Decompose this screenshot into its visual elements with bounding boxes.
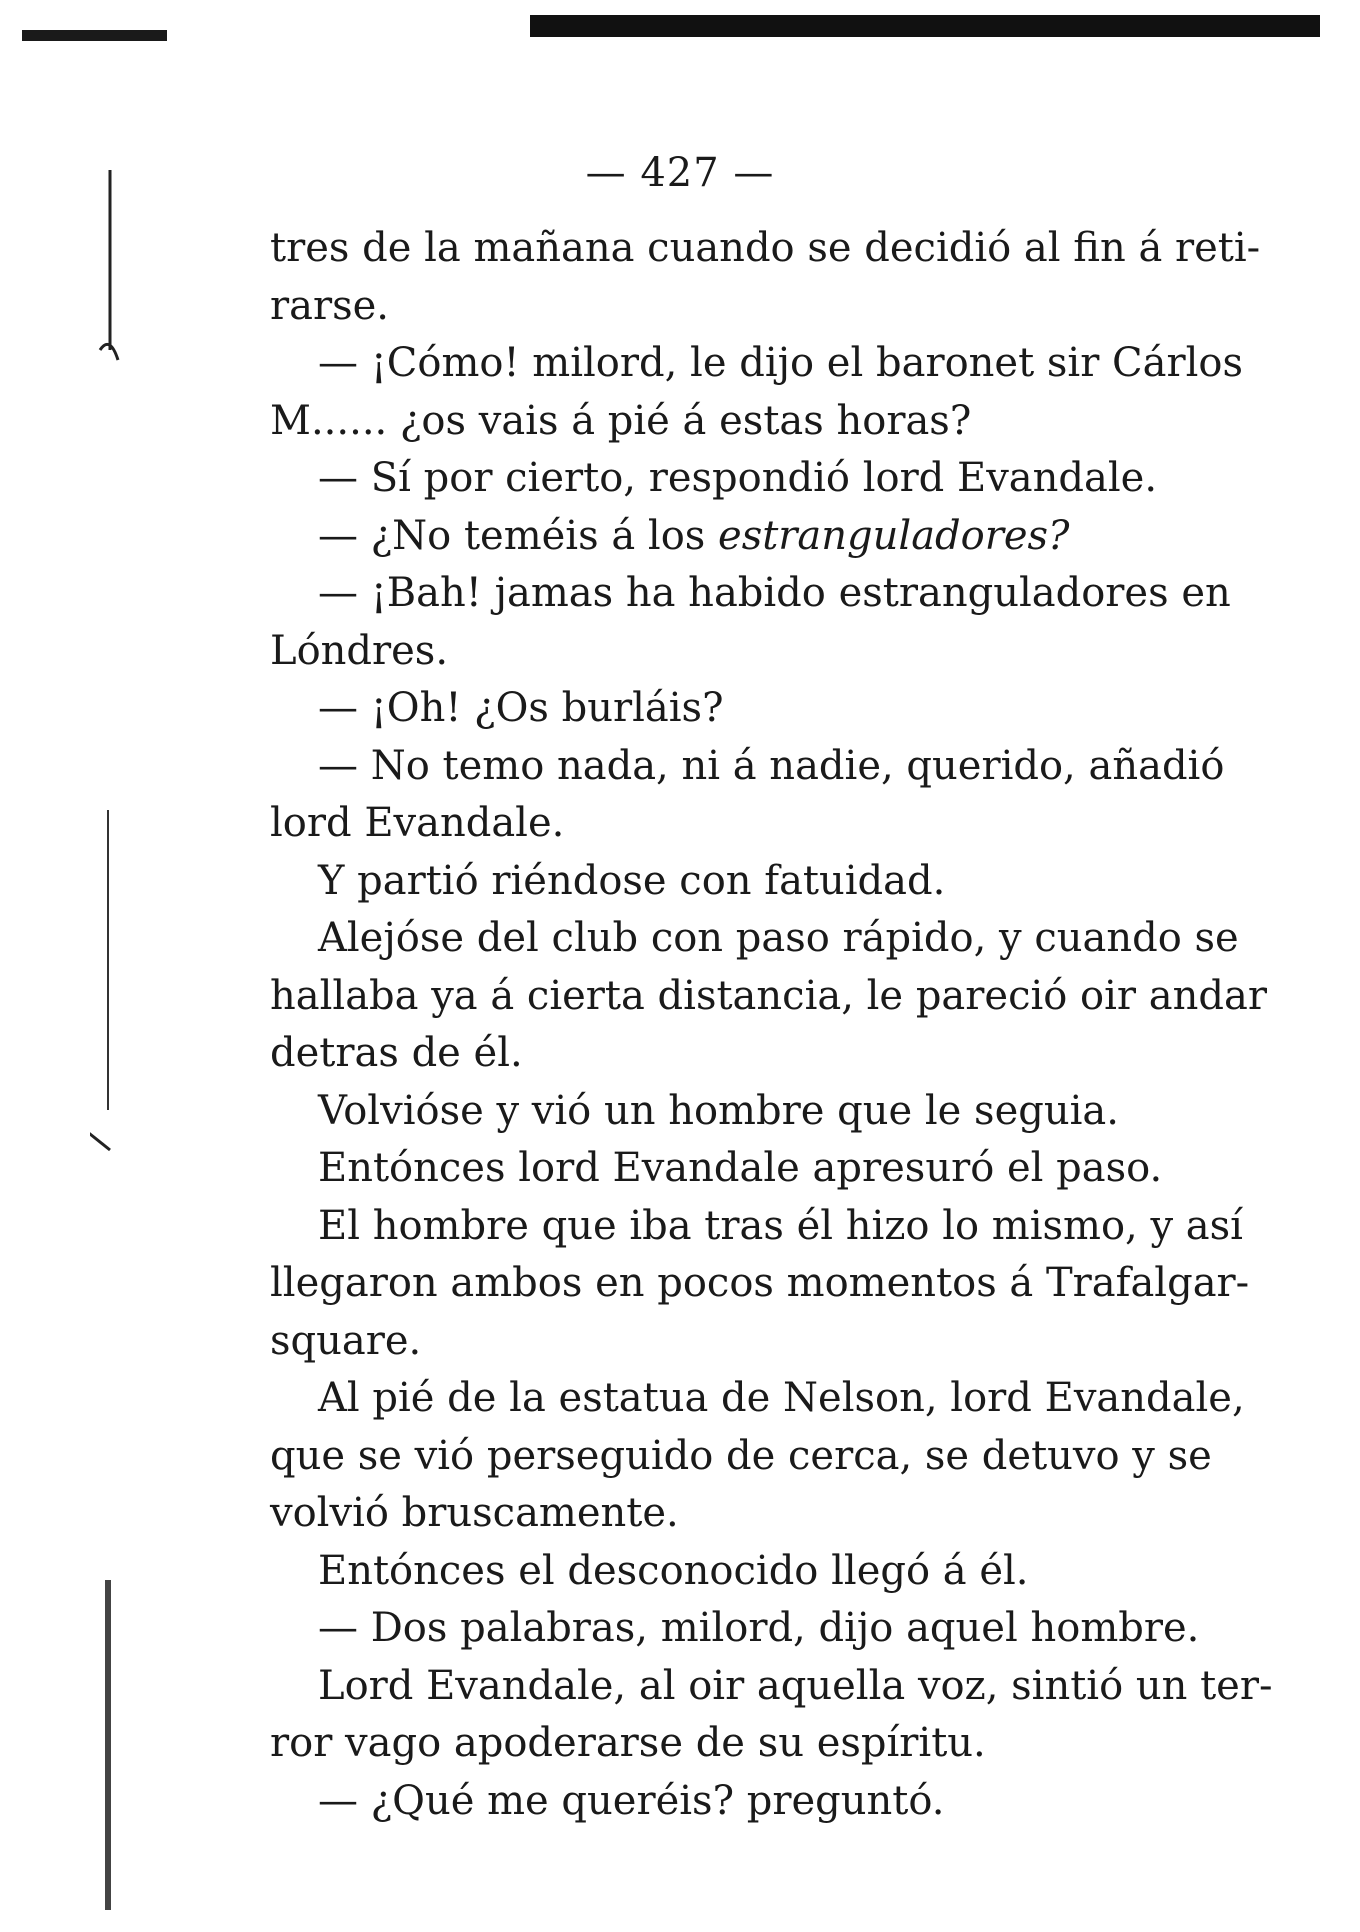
text-line: lord Evandale. — [270, 800, 565, 846]
text-line: M...... ¿os vais á pié á estas horas? — [270, 397, 972, 444]
top-right-rule — [530, 15, 1320, 37]
text-line: hallaba ya á cierta distancia, le pareció oir andar — [270, 972, 1267, 1019]
text-line: Entónces el desconocido llegó á él. — [318, 1547, 1029, 1594]
text-line: — Sí por cierto, respondió lord Evandale. — [318, 455, 1158, 501]
italic-word: estranguladores? — [718, 512, 1070, 559]
text-line: — ¡Bah! jamas ha habido estranguladores en — [318, 570, 1231, 616]
text-line: Volvióse y vió un hombre que le seguia. — [318, 1087, 1119, 1134]
text-line: El hombre que iba tras él hizo lo mismo, y así — [318, 1202, 1243, 1249]
text-line: square. — [270, 1317, 422, 1364]
text-line: volvió bruscamente. — [270, 1490, 679, 1536]
binding-edge-marks — [90, 110, 130, 1910]
text-line: — ¿Qué me queréis? preguntó. — [318, 1777, 945, 1824]
text-line: Y partió riéndose con fatuidad. — [318, 857, 946, 904]
text-line: Lóndres. — [270, 627, 449, 674]
text-line: detras de él. — [270, 1030, 523, 1076]
text-line: Al pié de la estatua de Nelson, lord Evandale, — [318, 1375, 1245, 1421]
text-line: — ¡Cómo! milord, le dijo el baronet sir Cárlos — [318, 340, 1243, 386]
text-line: Entónces lord Evandale apresuró el paso. — [318, 1145, 1163, 1191]
text-line: Alejóse del club con paso rápido, y cuando se — [318, 915, 1239, 961]
text-line: llegaron ambos en pocos momentos á Trafalgar- — [270, 1260, 1250, 1306]
top-left-rule — [22, 30, 167, 41]
text-line: — No temo nada, ni á nadie, querido, añadió — [318, 742, 1225, 789]
page-number: — 427 — — [585, 150, 775, 196]
text-line: — ¡Oh! ¿Os burláis? — [318, 685, 724, 731]
text-line: ror vago apoderarse de su espíritu. — [270, 1720, 986, 1766]
text-line: Lord Evandale, al oir aquella voz, sintió un ter- — [318, 1662, 1273, 1709]
text-line — [270, 508, 1190, 566]
text-line: — Dos palabras, milord, dijo aquel hombre. — [318, 1605, 1200, 1651]
page-body — [270, 220, 1273, 1830]
text-line: que se vió perseguido de cerca, se detuvo y se — [270, 1432, 1212, 1479]
text-line-start: — ¿No teméis á los — [318, 512, 719, 559]
text-line: tres de la mañana cuando se decidió al fin á reti- — [270, 225, 1261, 271]
text-line: rarse. — [270, 282, 390, 329]
